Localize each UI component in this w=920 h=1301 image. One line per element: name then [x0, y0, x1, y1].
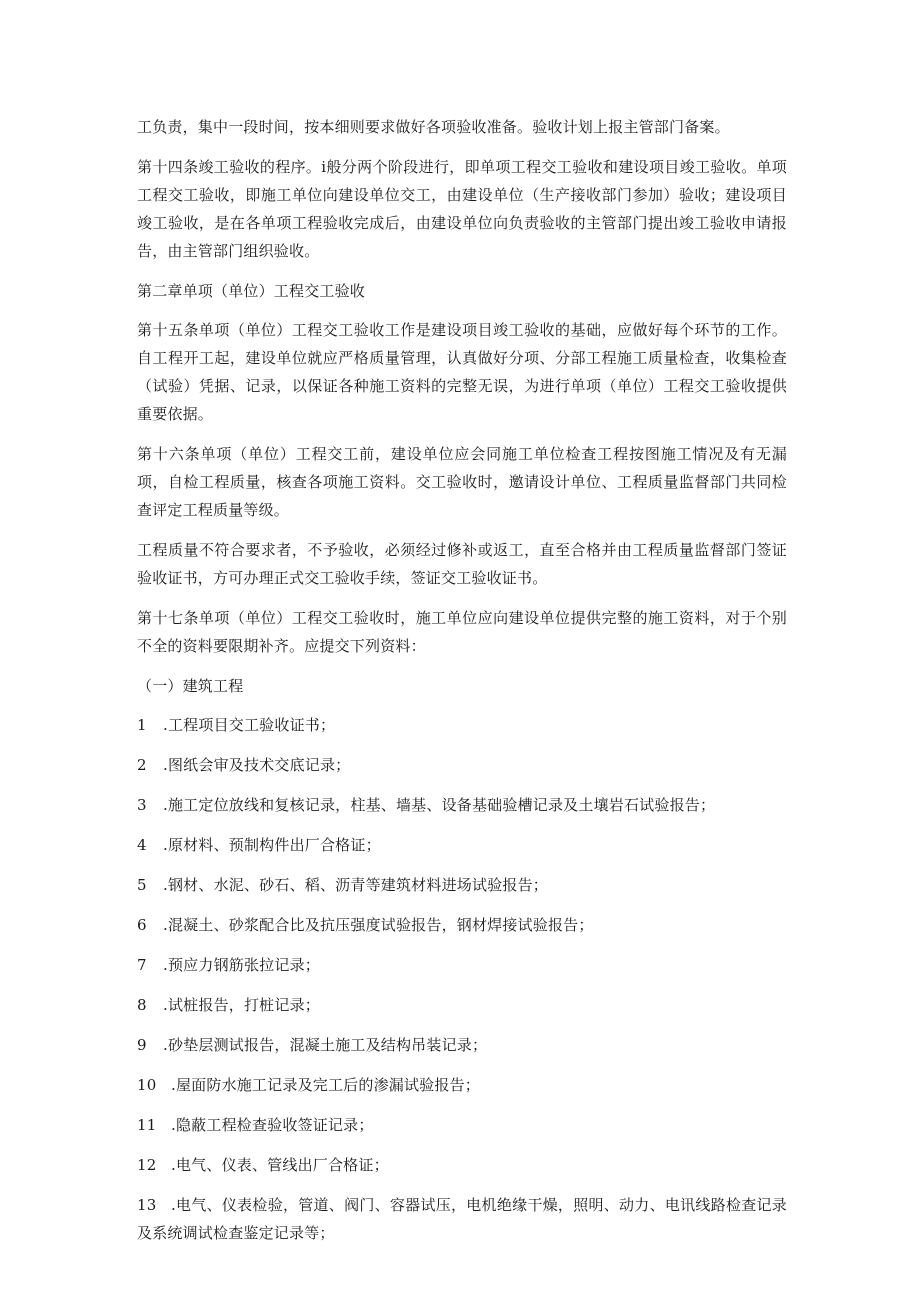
- list-item-number: 4: [137, 836, 147, 854]
- list-item-text: .工程项目交工验收证书；: [163, 716, 336, 734]
- list-item-text: .电气、仪表、管线出厂合格证；: [171, 1156, 389, 1174]
- list-item-text: .施工定位放线和复核记录，柱基、墙基、设备基础验槽记录及土壤岩石试验报告；: [163, 796, 716, 814]
- materials-list: [137, 711, 787, 1247]
- list-item-number: 10: [137, 1076, 157, 1094]
- list-item-text: .隐蔽工程检查验收签证记录；: [171, 1116, 374, 1134]
- paragraph-article-16: 第十六条单项（单位）工程交工前，建设单位应会同施工单位检查工程按图施工情况及有无漏项，自检工程质量，核查各项施工资料。交工验收时，邀请设计单位、工程质量监督部门共同检查评定工程质量等级。: [137, 445, 787, 519]
- list-item: [137, 1191, 787, 1247]
- list-item: [137, 871, 787, 899]
- list-item: [137, 991, 787, 1019]
- document-body: [137, 113, 787, 1259]
- list-item-number: 11: [137, 1116, 157, 1134]
- list-item: [137, 1031, 787, 1059]
- list-item-text: .砂垫层测试报告，混凝土施工及结构吊装记录；: [163, 1036, 488, 1054]
- list-item-text: .预应力钢筋张拉记录；: [163, 956, 320, 974]
- paragraph-continuation: 工负责，集中一段时间，按本细则要求做好各项验收准备。验收计划上报主管部门备案。: [137, 118, 730, 136]
- list-item: [137, 951, 787, 979]
- list-item-text: .试桩报告，打桩记录；: [163, 996, 320, 1014]
- list-item-text: .电气、仪表检验，管道、阀门、容器试压，电机绝缘干燥，照明、动力、电讯线路检查记录及系统调试检查鉴定记录等；: [137, 1196, 787, 1242]
- list-item-number: 3: [137, 796, 147, 814]
- chapter-heading: 第二章单项（单位）工程交工验收: [137, 282, 366, 300]
- list-item: [137, 751, 787, 779]
- paragraph-article-17: 第十七条单项（单位）工程交工验收时，施工单位应向建设单位提供完整的施工资料，对于个别不全的资料要限期补齐。应提交下列资料：: [137, 609, 787, 655]
- list-item-number: 12: [137, 1156, 157, 1174]
- paragraph-article-14: 第十四条竣工验收的程序。i般分两个阶段进行，即单项工程交工验收和建设项目竣工验收。单项工程交工验收，即施工单位向建设单位交工，由建设单位（生产接收部门参加）验收；建设项目竣工验收，是在各单项工程验收完成后，由建设单位向负责验收的主管部门提出竣工验收申请报告，由主管部门组织验收。: [137, 158, 787, 260]
- section-heading-construction: （一）建筑工程: [137, 677, 244, 695]
- list-item-text: .钢材、水泥、砂石、稻、沥青等建筑材料进场试验报告；: [163, 876, 548, 894]
- list-item-number: 7: [137, 956, 147, 974]
- list-item: [137, 711, 787, 739]
- list-item: [137, 791, 787, 819]
- paragraph-quality-requirement: 工程质量不符合要求者，不予验收，必须经过修补或返工，直至合格并由工程质量监督部门签证验收证书，方可办理正式交工验收手续，签证交工验收证书。: [137, 541, 787, 587]
- list-item: [137, 1151, 787, 1179]
- list-item-number: 2: [137, 756, 147, 774]
- list-item-number: 8: [137, 996, 147, 1014]
- list-item-number: 9: [137, 1036, 147, 1054]
- list-item-number: 5: [137, 876, 147, 894]
- list-item-number: 1: [137, 716, 147, 734]
- paragraph-article-15: 第十五条单项（单位）工程交工验收工作是建设项目竣工验收的基础，应做好每个环节的工作。自工程开工起，建设单位就应严格质量管理，认真做好分项、分部工程施工质量检查，收集检查（试验）凭据、记录，以保证各种施工资料的完整无误，为进行单项（单位）工程交工验收提供重要依据。: [137, 321, 787, 423]
- list-item-text: .图纸会审及技术交底记录；: [163, 756, 351, 774]
- list-item: [137, 1071, 787, 1099]
- list-item-number: 6: [137, 916, 147, 934]
- list-item: [137, 1111, 787, 1139]
- list-item: [137, 831, 787, 859]
- list-item: [137, 911, 787, 939]
- list-item-number: 13: [137, 1196, 157, 1214]
- list-item-text: .原材料、预制构件出厂合格证；: [163, 836, 381, 854]
- list-item-text: .屋面防水施工记录及完工后的渗漏试验报告；: [171, 1076, 480, 1094]
- list-item-text: .混凝土、砂浆配合比及抗压强度试验报告，钢材焊接试验报告；: [163, 916, 594, 934]
